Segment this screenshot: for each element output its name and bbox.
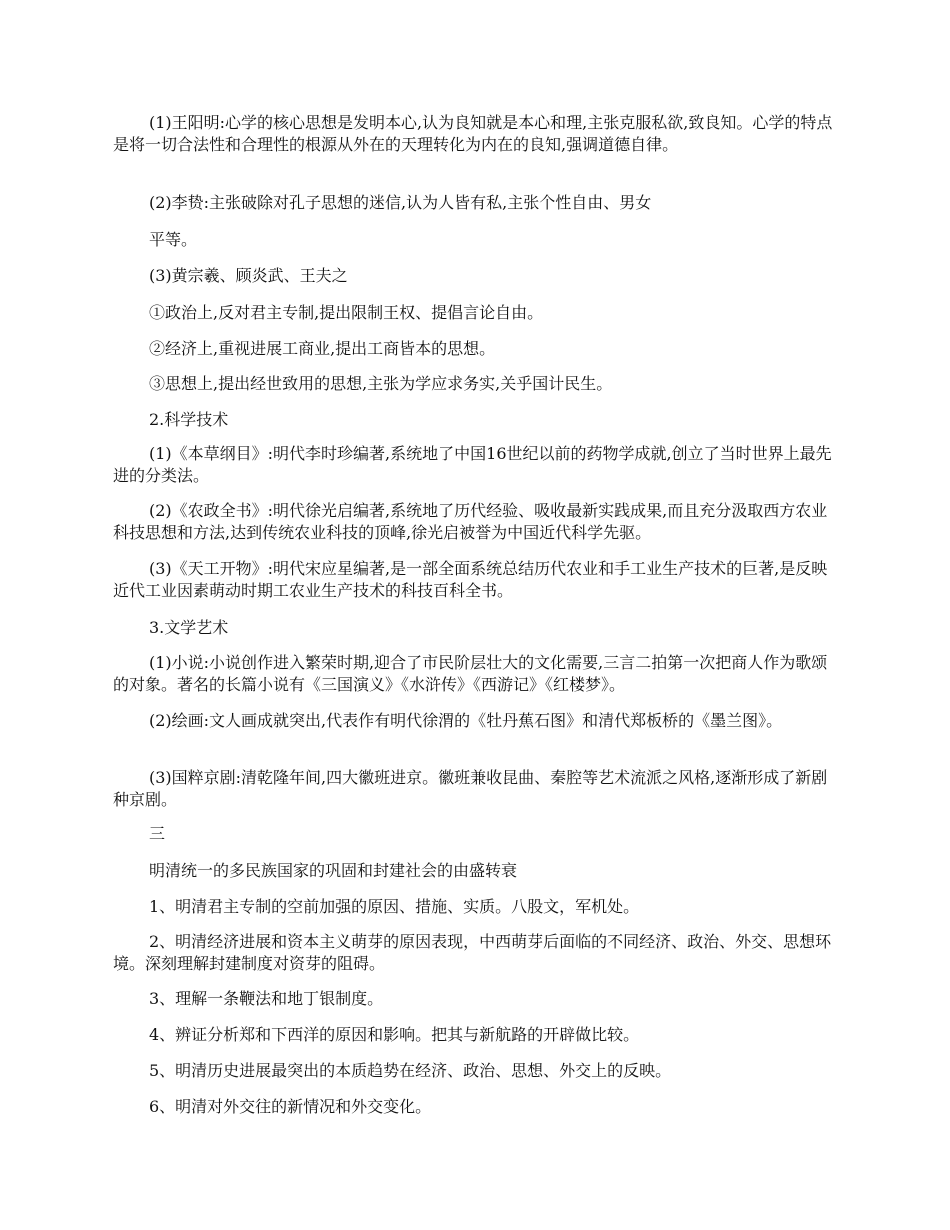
paragraph-three-thinkers: (3)黄宗羲、顾炎武、王夫之 <box>149 266 348 285</box>
list-item-3: 3、理解一条鞭法和地丁银制度。 <box>149 989 384 1008</box>
paragraph-bencao-gangmu: (1)《本草纲目》:明代李时珍编著,系统地了中国16世纪以前的药物学成就,创立了当时世界上最先进的分类法。 <box>113 444 832 485</box>
list-item-2: 2、明清经济进展和资本主义萌芽的原因表现，中西萌芽后面临的不同经济、政治、外交、思想环境。深刻理解封建制度对资芽的阻碍。 <box>113 932 832 973</box>
paragraph-wang-yangming: (1)王阳明:心学的核心思想是发明本心,认为良知就是本心和理,主张克服私欲,致良知。心学的特点是将一切合法性和合理性的根源从外在的天理转化为内在的良知,强调道德自律。 <box>113 113 833 154</box>
paragraph-painting: (2)绘画:文人画成就突出,代表作有明代徐渭的《牡丹蕉石图》和清代郑板桥的《墨兰图》。 <box>149 711 783 730</box>
section-title-ming-qing: 明清统一的多民族国家的巩固和封建社会的由盛转衰 <box>149 861 518 880</box>
paragraph-li-zhi: (2)李贽:主张破除对孔子思想的迷信,认为人皆有私,主张个性自由、男女 <box>149 193 652 212</box>
paragraph-economy: ②经济上,重视进展工商业,提出工商皆本的思想。 <box>149 339 496 358</box>
section-heading-science: 2.科学技术 <box>149 410 229 429</box>
paragraph-thought: ③思想上,提出经世致用的思想,主张为学应求务实,关乎国计民生。 <box>149 374 613 393</box>
section-heading-literature: 3.文学艺术 <box>149 618 229 637</box>
list-item-5: 5、明清历史进展最突出的本质趋势在经济、政治、思想、外交上的反映。 <box>149 1061 672 1080</box>
paragraph-politics: ①政治上,反对君主专制,提出限制王权、提倡言论自由。 <box>149 303 544 322</box>
section-number-three: 三 <box>149 824 166 843</box>
paragraph-novels: (1)小说:小说创作进入繁荣时期,迎合了市民阶层壮大的文化需要,三言二拍第一次把商人作为歌颂的对象。著名的长篇小说有《三国演义》《水浒传》《西游记》《红楼梦》。 <box>113 653 828 694</box>
list-item-6: 6、明清对外交往的新情况和外交变化。 <box>149 1097 432 1116</box>
paragraph-equality: 平等。 <box>149 230 198 249</box>
paragraph-tiangong-kaiwu: (3)《天工开物》:明代宋应星编著,是一部全面系统总结历代农业和手工业生产技术的巨著,是反映近代工业因素萌动时期工农业生产技术的科技百科全书。 <box>113 559 828 600</box>
list-item-4: 4、辨证分析郑和下西洋的原因和影响。把其与新航路的开辟做比较。 <box>149 1025 640 1044</box>
paragraph-nongzheng-quanshu: (2)《农政全书》:明代徐光启编著,系统地了历代经验、吸收最新实践成果,而且充分汲取西方农业科技思想和方法,达到传统农业科技的顶峰,徐光启被誉为中国近代科学先驱。 <box>113 501 828 542</box>
list-item-1: 1、明清君主专制的空前加强的原因、措施、实质。八股文，军机处。 <box>149 897 640 916</box>
paragraph-peking-opera: (3)国粹京剧:清乾隆年间,四大徽班进京。徽班兼收昆曲、秦腔等艺术流派之风格,逐渐形成了新剧种京剧。 <box>113 768 828 809</box>
